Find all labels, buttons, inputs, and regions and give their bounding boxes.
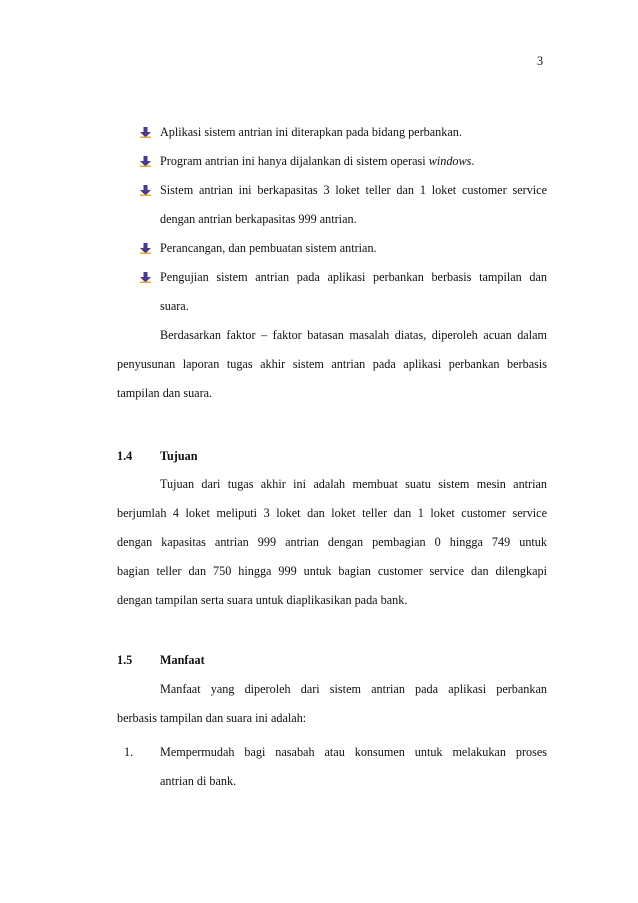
- paragraph-line: tampilan dan suara.: [117, 386, 213, 400]
- section-heading-tujuan: [117, 446, 198, 466]
- arrow-down-bullet-icon: [140, 185, 151, 196]
- bullet-item: [0, 234, 638, 263]
- bullet-text: Program antrian ini hanya dijalankan di sistem operasi: [160, 154, 429, 168]
- arrow-down-bullet-icon: [140, 127, 151, 138]
- bullet-text: Perancangan, dan pembuatan sistem antrian.: [160, 241, 377, 255]
- bullet-item: [0, 176, 638, 234]
- section-heading-manfaat: [117, 650, 205, 670]
- bullet-text: .: [471, 154, 475, 168]
- numbered-list: [117, 738, 547, 796]
- bullet-list: [0, 118, 638, 321]
- bullet-item: [0, 147, 638, 176]
- paragraph-line: berbasis tampilan dan suara ini adalah:: [117, 711, 307, 725]
- page-number: 3: [537, 54, 544, 68]
- bullet-text-italic: windows: [428, 154, 472, 168]
- paragraph-line: penyusunan laporan tugas akhir sistem antrian pada aplikasi perbankan berbasis: [117, 357, 547, 371]
- bullet-text: Pengujian sistem antrian pada aplikasi perbankan berbasis tampilan dan: [160, 270, 547, 284]
- list-item-text: Mempermudah bagi nasabah atau konsumen untuk melakukan proses: [160, 745, 547, 759]
- bullet-text: suara.: [160, 299, 189, 313]
- paragraph-line: berjumlah 4 loket meliputi 3 loket dan loket teller dan 1 loket customer service: [117, 506, 547, 520]
- paragraph-line: dengan tampilan serta suara untuk diaplikasikan pada bank.: [117, 593, 408, 607]
- bullet-item: [0, 118, 638, 147]
- arrow-down-bullet-icon: [140, 272, 151, 283]
- paragraph-line: Manfaat yang diperoleh dari sistem antrian pada aplikasi perbankan: [160, 682, 547, 696]
- arrow-down-bullet-icon: [140, 156, 151, 167]
- section-number: 1.4: [117, 449, 133, 463]
- section-title: Manfaat: [160, 653, 205, 667]
- paragraph-manfaat: [117, 675, 547, 733]
- bullet-text: Sistem antrian ini berkapasitas 3 loket teller dan 1 loket customer service: [160, 183, 547, 197]
- paragraph-line: bagian teller dan 750 hingga 999 untuk bagian customer service dan dilengkapi: [117, 564, 547, 578]
- list-item: [117, 738, 547, 767]
- bullet-text: dengan antrian berkapasitas 999 antrian.: [160, 212, 357, 226]
- bullet-item: [0, 263, 638, 321]
- section-title: Tujuan: [160, 449, 198, 463]
- bullet-text: Aplikasi sistem antrian ini diterapkan pada bidang perbankan.: [160, 125, 462, 139]
- list-item-text: antrian di bank.: [160, 774, 237, 788]
- paragraph-tujuan: [117, 470, 547, 615]
- list-number: 1.: [124, 745, 134, 759]
- paragraph-line: dengan kapasitas antrian 999 antrian dengan pembagian 0 hingga 749 untuk: [117, 535, 547, 549]
- section-number: 1.5: [117, 653, 133, 667]
- paragraph-line: Tujuan dari tugas akhir ini adalah membuat suatu sistem mesin antrian: [160, 477, 547, 491]
- arrow-down-bullet-icon: [140, 243, 151, 254]
- paragraph-batasan: [117, 321, 547, 408]
- paragraph-line: Berdasarkan faktor – faktor batasan masalah diatas, diperoleh acuan dalam: [160, 328, 547, 342]
